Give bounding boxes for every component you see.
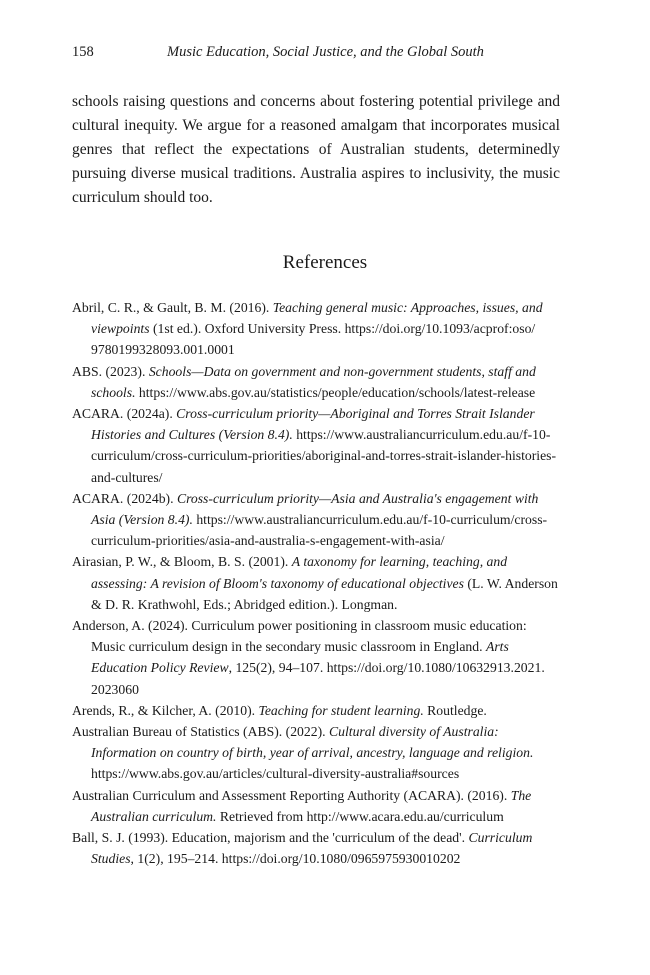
reference-item: Australian Bureau of Statistics (ABS). (2022). Cultural diversity of Australia: Information on country of birth, year of arrival, ancestry, language and religion. https://www.abs.gov.au/articles/cultural-diversity-australia#sources (72, 724, 534, 782)
url-link[interactable]: https://www.abs.gov.au/articles/cultural-diversity-australia#sources (91, 766, 460, 782)
reference-item: Australian Curriculum and Assessment Reporting Authority (ACARA). (2016). The Australian curriculum. Retrieved from http://www.acara.edu.au/curriculum (72, 787, 532, 824)
reference-item: ACARA. (2024b). Cross-curriculum priority—Asia and Australia's engagement with Asia (Version 8.4). https://www.australiancurriculum.edu.au/f-10-curriculum/cross-curriculum-priorities/asia-and-australia-s-engagement-with-asia/ (72, 490, 548, 549)
doi-link[interactable]: https://doi.org/10.1093/acprof:oso/9780199328093.001.0001 (91, 321, 536, 358)
running-header (72, 44, 578, 66)
body-paragraph: schools raising questions and concerns about fostering potential privilege and cultural inequity. We argue for a reasoned amalgam that incorporates musical genres that reflect the expectations of Australian students, determinedly pursuing diverse musical traditions. Australia aspires to inclusivity, the music curriculum should too. (72, 93, 560, 206)
reference-item: ABS. (2023). Schools—Data on government and non-government students, staff and schools. https://www.abs.gov.au/statistics/people/education/schools/latest-release (72, 363, 536, 400)
doi-link[interactable]: https://doi.org/10.1080/0965975930010202 (221, 851, 461, 867)
reference-item: Arends, R., & Kilcher, A. (2010). Teaching for student learning. Routledge. (72, 702, 487, 718)
url-link[interactable]: http://www.acara.edu.au/curriculum (306, 808, 504, 824)
doi-link[interactable]: https://doi.org/10.1080/10632913.2021.2023060 (91, 660, 545, 697)
reference-item: Airasian, P. W., & Bloom, B. S. (2001). A taxonomy for learning, teaching, and assessing: A revision of Bloom's taxonomy of educational objectives (L. W. Anderson & D. R. Krathwohl, Eds.; Abridged edition.). Longman. (72, 554, 558, 612)
reference-item: Anderson, A. (2024). Curriculum power positioning in classroom music education: Music curriculum design in the secondary music classroom in England. Arts Education Policy Review, 125(2), 94–107. https://doi.org/10.1080/10632913.2021.2023060 (72, 618, 545, 697)
url-link[interactable]: https://www.australiancurriculum.edu.au/f-10-curriculum/cross-curriculum-priorities/aboriginal-and-torres-strait-islander-histories-and-cultures/ (91, 427, 557, 485)
running-title: Music Education, Social Justice, and the Global South (167, 44, 484, 60)
page-number: 158 (72, 44, 94, 60)
reference-list (72, 297, 562, 869)
references-heading: References (282, 252, 368, 273)
reference-item: Ball, S. J. (1993). Education, majorism and the 'curriculum of the dead'. Curriculum Studies, 1(2), 195–214. https://doi.org/10.1080/0965975930010202 (72, 830, 533, 867)
url-link[interactable]: https://www.australiancurriculum.edu.au/f-10-curriculum/cross-curriculum-priorities/asia-and-australia-s-engagement-with-asia/ (91, 512, 548, 549)
reference-item: Abril, C. R., & Gault, B. M. (2016). Teaching general music: Approaches, issues, and viewpoints (1st ed.). Oxford University Press. https://doi.org/10.1093/acprof:oso/9780199328093.001.0001 (72, 300, 543, 358)
reference-item: ACARA. (2024a). Cross-curriculum priority—Aboriginal and Torres Strait Islander Histories and Cultures (Version 8.4). https://www.australiancurriculum.edu.au/f-10-curriculum/cross-curriculum-priorities/aboriginal-and-torres-strait-islander-histories-and-cultures/ (72, 406, 557, 485)
url-link[interactable]: https://www.abs.gov.au/statistics/people/education/schools/latest-release (138, 384, 536, 400)
